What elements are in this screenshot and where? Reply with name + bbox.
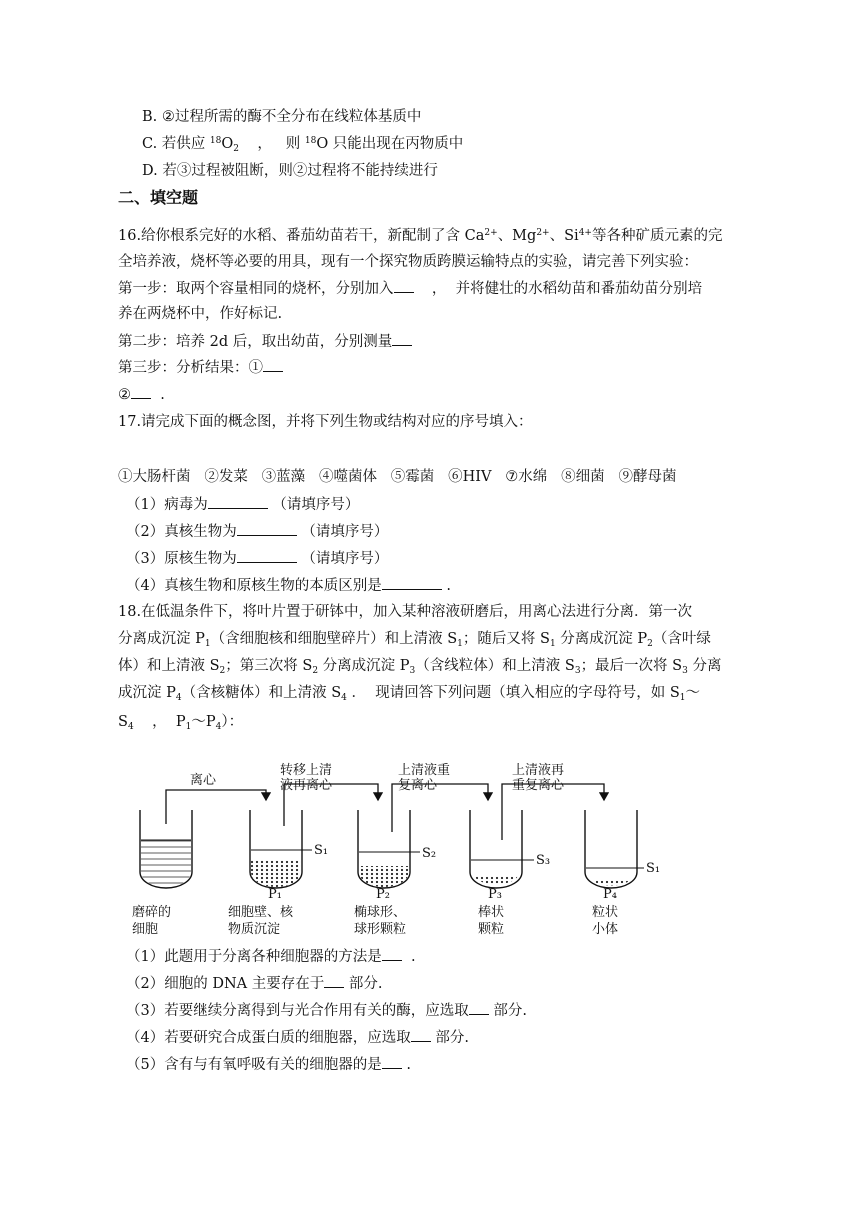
answer-blank[interactable] <box>263 357 283 372</box>
label-s1: S₁ <box>314 843 329 858</box>
q18-sub-3: （3）若要继续分离得到与光合作用有关的酶，应选取 部分. <box>126 1000 527 1021</box>
label-p1: P₁ <box>268 887 282 902</box>
answer-blank[interactable] <box>237 548 297 563</box>
answer-blank[interactable] <box>208 494 268 509</box>
arrow-label-4b: 重复离心 <box>512 778 565 793</box>
q18-line-3: 体）和上清液 $S_2$；第三次将 $S_2$ 分离成沉淀 $P_3$（含线粒体）和上清液 $S_3$；最后一次将 $S_3$ 分离 <box>118 658 722 676</box>
q17-sub-3: （3）原核生物为 （请填序号） <box>126 548 388 569</box>
q16-line-4: 养在两烧杯中，作好标记. <box>118 306 283 322</box>
section-title: 二、填空题 <box>118 188 199 207</box>
answer-blank[interactable] <box>237 521 297 536</box>
q18-line-4: 成沉淀 $P_4$（含核糖体）和上清液 $S_4$ ． 现请回答下列问题（填入相应的字母符号，如 $S_1\sim$ <box>118 685 700 703</box>
caption-ground-cells-1: 磨碎的 <box>132 905 172 920</box>
q16-line-2: 全培养液，烧杯等必要的用具，现有一个探究物质跨膜运输特点的实验，请完善下列实验： <box>118 254 698 270</box>
arrow-label-3a: 上清液重 <box>398 763 451 778</box>
caption-p1-1: 细胞壁、核 <box>228 905 294 920</box>
q16-line-1: 16.给你根系完好的水稻、番茄幼苗若干，新配制了含 $Ca^{2+}$、$Mg^{2+}$、$Si^{4+}$等各种矿质元素的完 <box>118 228 723 244</box>
tube-4 <box>585 810 637 888</box>
caption-ground-cells-2: 细胞 <box>132 922 159 937</box>
q18-sub-5: （5）含有与有氧呼吸有关的细胞器的是 . <box>126 1054 411 1075</box>
arrow-label-2a: 转移上清 <box>280 763 333 778</box>
q18-line-5: $S_4$ ， $P_1\sim P_4$）： <box>118 714 244 732</box>
answer-blank[interactable] <box>411 1027 431 1042</box>
label-p4: P₄ <box>603 887 617 902</box>
label-p3: P₃ <box>488 887 502 902</box>
arrow-label-4a: 上清液再 <box>512 763 565 778</box>
label-p2: P₂ <box>376 887 390 902</box>
q17-sub-2: （2）真核生物为 （请填序号） <box>126 521 388 542</box>
q16-line-3: 第一步：取两个容量相同的烧杯，分别加入 ， 并将健壮的水稻幼苗和番茄幼苗分别培 <box>118 278 702 299</box>
arrow-label-3b: 复离心 <box>398 778 438 793</box>
caption-p2-2: 球形颗粒 <box>354 922 407 937</box>
q16-line-7: ② . <box>118 384 165 405</box>
q17-sub-1: （1）病毒为 （请填序号） <box>126 494 359 515</box>
caption-p3-2: 颗粒 <box>478 922 505 937</box>
answer-blank[interactable] <box>382 1054 402 1069</box>
q16-line-5: 第二步：培养 2d 后，取出幼苗，分别测量 <box>118 331 412 352</box>
arrow-label-2b: 液再离心 <box>280 778 333 793</box>
answer-blank[interactable] <box>392 331 412 346</box>
caption-p2-1: 椭球形、 <box>354 905 407 920</box>
arrow-label-1: 离心 <box>190 773 217 788</box>
q18-sub-1: （1）此题用于分离各种细胞器的方法是 . <box>126 946 416 967</box>
caption-p4-2: 小体 <box>592 922 619 937</box>
label-s2: S₂ <box>422 846 437 861</box>
caption-p1-2: 物质沉淀 <box>228 922 281 937</box>
answer-blank[interactable] <box>382 946 402 961</box>
q18-line-2: 分离成沉淀 $P_1$（含细胞核和细胞壁碎片）和上清液 $S_1$；随后又将 $S_1$ 分离成沉淀 $P_2$（含叶绿 <box>118 631 711 649</box>
answer-blank[interactable] <box>394 278 414 293</box>
q17-line-1: 17.请完成下面的概念图，并将下列生物或结构对应的序号填入： <box>118 414 533 430</box>
label-s4: S₁ <box>646 861 661 876</box>
answer-blank[interactable] <box>324 973 344 988</box>
label-s3: S₃ <box>536 853 551 868</box>
q15-option-d: D. 若③过程被阻断，则②过程将不能持续进行 <box>142 163 438 179</box>
answer-blank[interactable] <box>131 384 151 399</box>
centrifugation-figure <box>130 760 690 940</box>
caption-p3-1: 棒状 <box>478 905 505 920</box>
q18-sub-4: （4）若要研究合成蛋白质的细胞器，应选取 部分. <box>126 1027 469 1048</box>
caption-p4-1: 粒状 <box>592 905 619 920</box>
q15-option-b: B. ②过程所需的酶不全分布在线粒体基质中 <box>142 109 422 125</box>
q16-line-6: 第三步：分析结果：① <box>118 357 283 378</box>
q17-items: ①大肠杆菌 ②发菜 ③蓝藻 ④噬菌体 ⑤霉菌 ⑥HIV ⑦水绵 ⑧细菌 ⑨酵母菌 <box>118 469 677 485</box>
q18-sub-2: （2）细胞的 DNA 主要存在于 部分. <box>126 973 382 994</box>
q15-option-c: C. 若供应 $^{18}O_2$ ， 则 $^{18}$O 只能出现在丙物质中 <box>142 136 464 154</box>
answer-blank[interactable] <box>382 575 442 590</box>
q17-sub-4: （4）真核生物和原核生物的本质区别是 . <box>126 575 451 596</box>
q18-line-1: 18.在低温条件下，将叶片置于研钵中，加入某种溶液研磨后，用离心法进行分离．第一次 <box>118 604 693 620</box>
answer-blank[interactable] <box>469 1000 489 1015</box>
